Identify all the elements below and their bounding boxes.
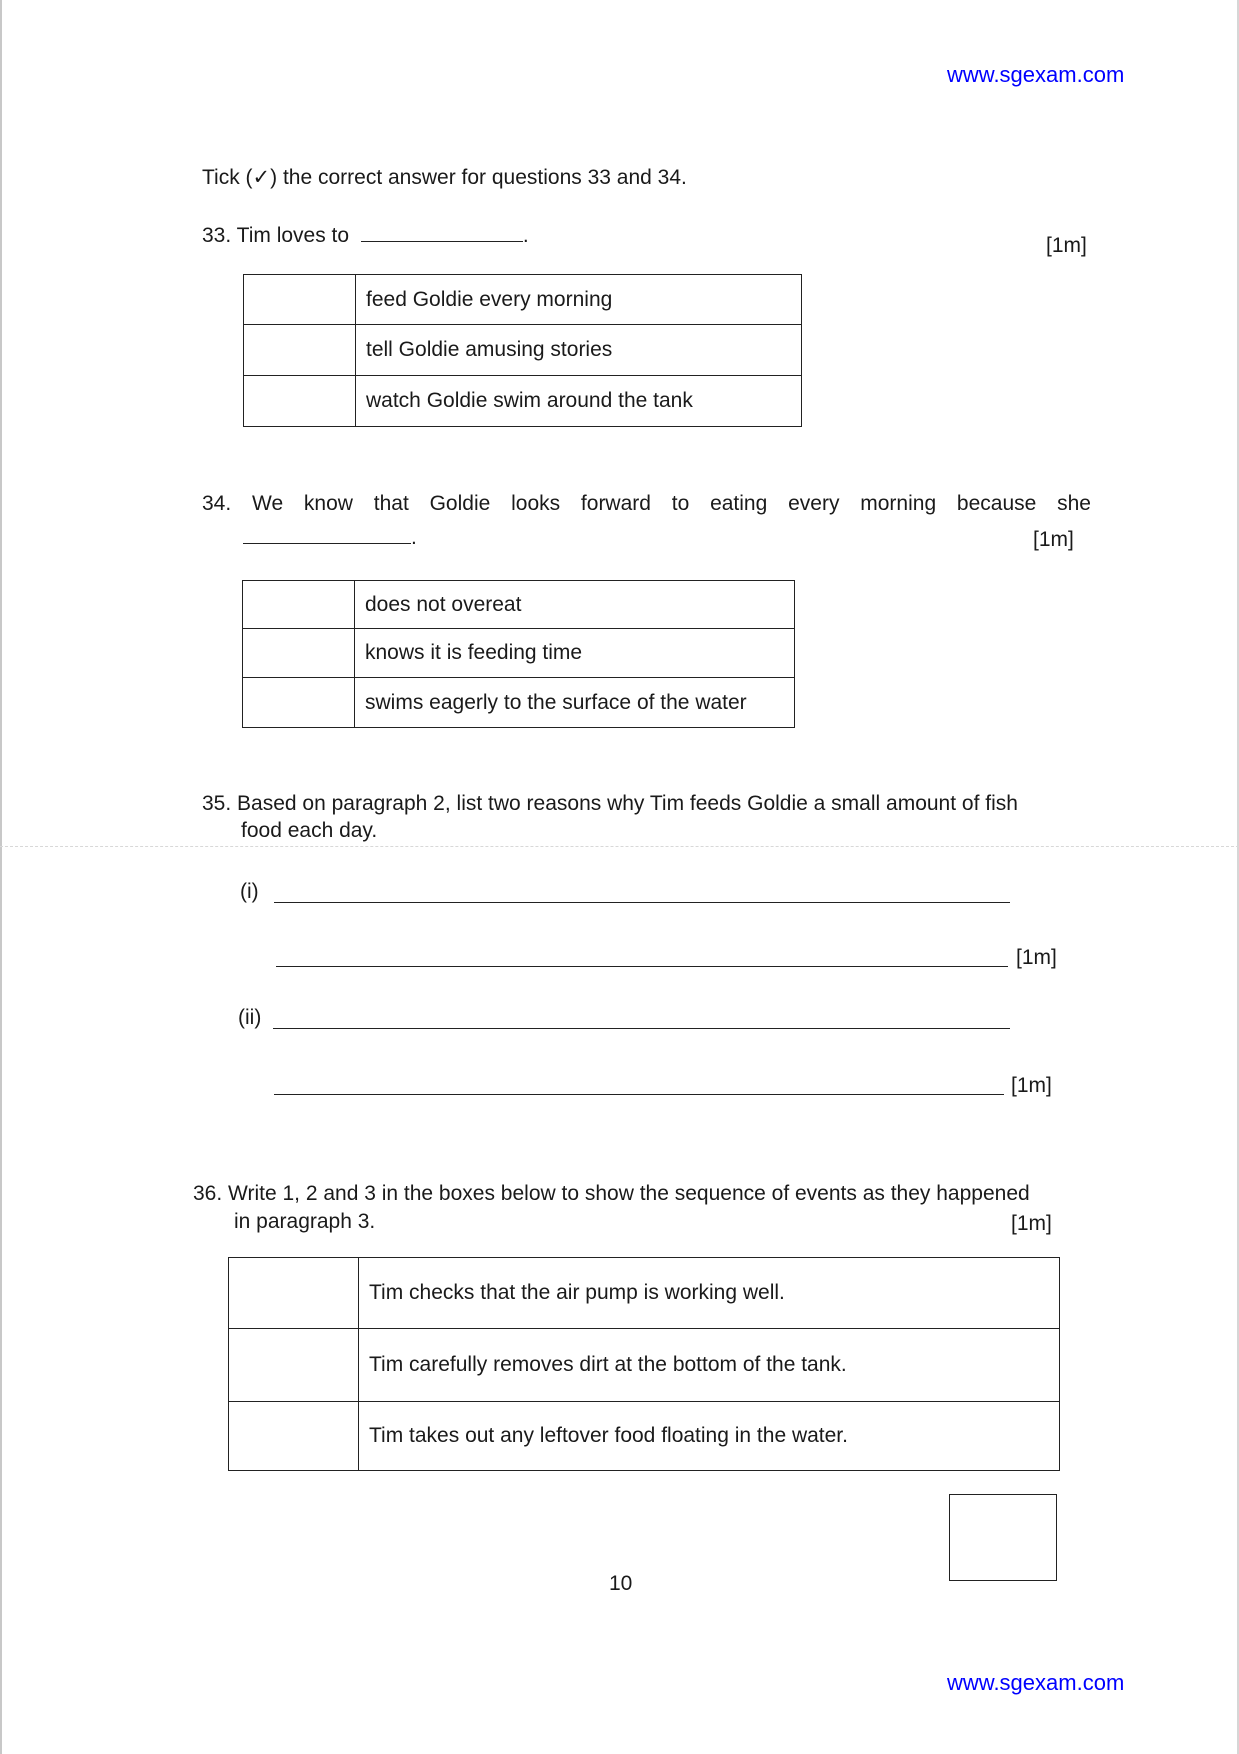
q36-marks: [1m]: [1011, 1212, 1052, 1235]
q35-label-ii: (ii): [238, 1006, 262, 1029]
q33-option-row: [244, 376, 802, 427]
fold-line: [0, 846, 1239, 847]
q35-label-i: (i): [240, 880, 259, 903]
q33-tick-box-3[interactable]: [244, 376, 356, 427]
q36-event-1: Tim checks that the air pump is working well.: [359, 1258, 1060, 1329]
q33-option-row: [244, 275, 802, 325]
q36-event-row: [229, 1329, 1060, 1402]
q34-stem-end: .: [411, 526, 417, 549]
q36-stem-line1: 36. Write 1, 2 and 3 in the boxes below to show the sequence of events as they happened: [193, 1182, 1030, 1205]
q36-event-3: Tim takes out any leftover food floating in the water.: [359, 1402, 1060, 1471]
footer-site-link[interactable]: www.sgexam.com: [947, 1670, 1125, 1695]
q34-stem-text: 34. We know that Goldie looks forward to eating every morning because she: [202, 492, 1091, 515]
q33-stem-text: 33. Tim loves to: [202, 224, 350, 247]
q33-option-2: tell Goldie amusing stories: [356, 325, 802, 376]
q36-stem-line2: in paragraph 3.: [234, 1210, 376, 1233]
q33-tick-box-2[interactable]: [244, 325, 356, 376]
q36-event-row: [229, 1402, 1060, 1471]
q36-sequence-box-1[interactable]: [229, 1258, 359, 1329]
q35-stem-line2: food each day.: [241, 819, 378, 842]
q34-blank-line: [243, 524, 417, 552]
q33-tick-box-1[interactable]: [244, 275, 356, 325]
q34-option-3: swims eagerly to the surface of the water: [355, 678, 795, 728]
scan-edge-left: [0, 0, 2, 1754]
q35-stem-line1: 35. Based on paragraph 2, list two reasons why Tim feeds Goldie a small amount of fish: [202, 792, 1018, 815]
q33-option-1: feed Goldie every morning: [356, 275, 802, 325]
q34-marks: [1m]: [1033, 528, 1074, 551]
q33-option-3: watch Goldie swim around the tank: [356, 376, 802, 427]
q35-answer-line-i-2[interactable]: [276, 966, 1008, 967]
q34-options-table: [242, 580, 795, 728]
q33-stem-end: .: [522, 224, 529, 247]
q34-answer-blank: [243, 543, 411, 544]
q36-events-table: [228, 1257, 1060, 1471]
q33-stem: [202, 222, 529, 250]
q34-tick-box-1[interactable]: [243, 581, 355, 629]
q35-answer-line-i-1[interactable]: [274, 902, 1010, 903]
q34-tick-box-3[interactable]: [243, 678, 355, 728]
score-box[interactable]: [949, 1494, 1057, 1581]
instruction-text: Tick (✓) the correct answer for questions 33 and 34.: [202, 166, 687, 189]
q34-tick-box-2[interactable]: [243, 629, 355, 678]
q36-event-2: Tim carefully removes dirt at the bottom of the tank.: [359, 1329, 1060, 1402]
q34-option-1: does not overeat: [355, 581, 795, 629]
q36-sequence-box-3[interactable]: [229, 1402, 359, 1471]
q35-marks-ii: [1m]: [1011, 1074, 1052, 1097]
q34-option-row: [243, 629, 795, 678]
q33-option-row: [244, 325, 802, 376]
q33-marks: [1m]: [1046, 234, 1087, 257]
q35-answer-line-ii-2[interactable]: [274, 1094, 1004, 1095]
q35-marks-i: [1m]: [1016, 946, 1057, 969]
q34-option-2: knows it is feeding time: [355, 629, 795, 678]
header-site-link[interactable]: www.sgexam.com: [947, 62, 1125, 87]
page-number: 10: [609, 1572, 633, 1595]
q34-option-row: [243, 581, 795, 629]
q36-event-row: [229, 1258, 1060, 1329]
q33-answer-blank: [361, 241, 523, 242]
q35-answer-line-ii-1[interactable]: [273, 1028, 1010, 1029]
q34-option-row: [243, 678, 795, 728]
q36-sequence-box-2[interactable]: [229, 1329, 359, 1402]
q33-options-table: [243, 274, 802, 427]
